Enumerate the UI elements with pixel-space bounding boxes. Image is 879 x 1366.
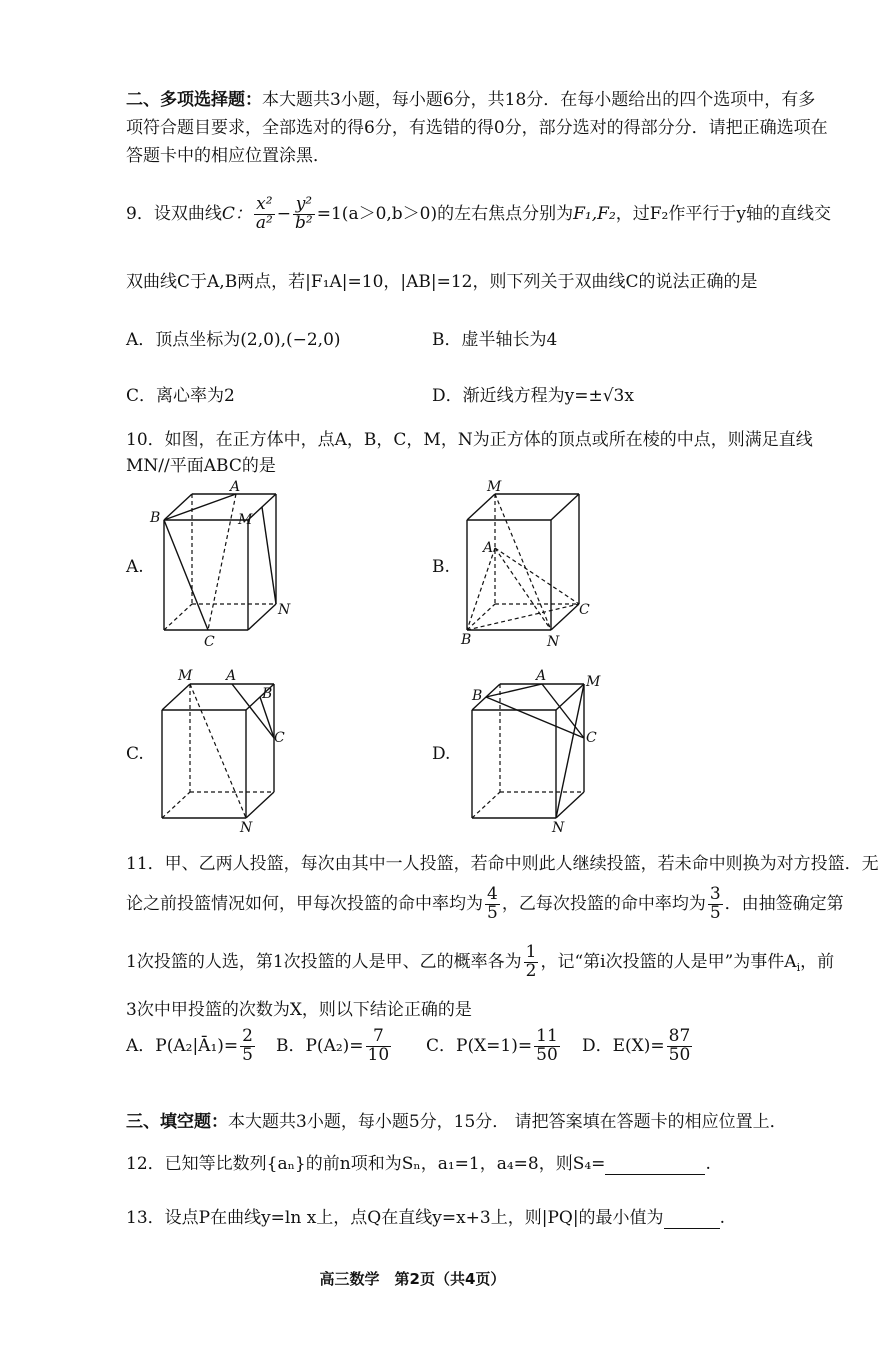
q11-line3-b: ，记“第i次投篮的人是甲”为事件A (540, 951, 797, 972)
q10-line2: MN//平面ABC的是 (126, 456, 276, 476)
q9-stem: 9．设双曲线C： $\frac{\text{x²}}{\text{a²}}$ − $\frac{\text{y²}}{\text{b²}}$ =1(a＞0,b＞0)的左右焦点分别为F₁,F₂，过F₂作平行于y轴的直线交 (126, 194, 831, 233)
label-C: C (579, 602, 590, 618)
q9-optD: D．渐近线方程为y=±√3x (432, 386, 634, 406)
cube-figure-d (460, 662, 610, 837)
label-N: N (240, 820, 253, 836)
q11-frac-jia: $\frac{4}{5}$ (487, 884, 498, 923)
q11-optB: B．P(A₂)= $\frac{7}{10}$ (276, 1026, 390, 1065)
q9-frac-x: $\frac{\text{x²}}{\text{a²}}$ (255, 194, 273, 233)
section3-header: 三、填空题： (126, 1112, 228, 1132)
label-M: M (178, 668, 193, 684)
label-N: N (278, 602, 291, 618)
label-A: A (483, 540, 494, 556)
q11-line3: 1次投篮的人选，第1次投篮的人是甲、乙的概率各为 $\frac{1}{2}$ ，记“第i次投篮的人是甲”为事件$A_i$，前 (126, 942, 835, 981)
q13-answer-blank[interactable] (664, 1208, 720, 1229)
q9-tail: ，过F₂作平行于y轴的直线交 (615, 203, 831, 224)
label-A: A (230, 479, 241, 495)
q12-line: 12．已知等比数列{aₙ}的前n项和为Sₙ，a₁=1，a₄=8，则S₄= . (126, 1154, 711, 1174)
section2-line1 (126, 90, 815, 110)
q11-optA: A．P(A₂|Ā₁)= $\frac{2}{5}$ (126, 1026, 253, 1065)
q11-line1: 11．甲、乙两人投篮，每次由其中一人投篮，若命中则此人继续投篮，若未命中则换为对方投篮．无 (126, 854, 879, 874)
label-C: C (274, 730, 285, 746)
q13-text: 13．设点P在曲线y=ln x上，点Q在直线y=x+3上，则|PQ|的最小值为 (126, 1208, 664, 1228)
q9-frac-y: $\frac{\text{y²}}{\text{b²}}$ (295, 194, 313, 233)
q10-optA-label: A. (126, 557, 144, 577)
section3-line (126, 1112, 787, 1132)
section2-header: 二、多项选择题： (126, 90, 262, 110)
cube-figure-b (455, 480, 595, 650)
label-B: B (461, 632, 472, 648)
q10-optC-label: C. (126, 744, 144, 764)
q11-optD: D．E(X)= $\frac{87}{50}$ (582, 1026, 691, 1065)
q12-answer-blank[interactable] (605, 1154, 705, 1175)
q10-line1: 10．如图，在正方体中，点A，B，C，M，N为正方体的顶点或所在棱的中点，则满足直线 (126, 430, 813, 450)
q9-prefix: 9．设双曲线 (126, 203, 222, 224)
label-N: N (547, 634, 560, 650)
label-B: B (472, 688, 483, 704)
q11-line3-a: 1次投篮的人选，第1次投篮的人是甲、乙的概率各为 (126, 951, 522, 972)
q11-optC: C．P(X=1)= $\frac{11}{50}$ (426, 1026, 558, 1065)
cube-figure-a (150, 480, 290, 650)
q13-line: 13．设点P在曲线y=ln x上，点Q在直线y=x+3上，则|PQ|的最小值为 . (126, 1208, 725, 1228)
q11-line2-b: ，乙每次投篮的命中率均为 (501, 893, 706, 914)
label-B: B (262, 686, 273, 702)
q9-c-label: C： (221, 203, 252, 224)
q12-text: 12．已知等比数列{aₙ}的前n项和为Sₙ，a₁=1，a₄=8，则S₄= (126, 1154, 606, 1174)
label-M: M (586, 674, 601, 690)
label-M: M (487, 479, 502, 495)
q9-optC: C．离心率为2 (126, 386, 235, 406)
label-M: M (238, 512, 253, 528)
page-footer: 高三数学 第2页（共4页） (319, 1270, 506, 1288)
section3-text: 本大题共3小题，每小题5分，15分． 请把答案填在答题卡的相应位置上． (228, 1112, 787, 1132)
q11-frac-yi: $\frac{3}{5}$ (709, 884, 721, 923)
q10-optB-label: B. (432, 557, 450, 577)
q10-optD-label: D. (432, 744, 451, 764)
cube-figure-c (150, 662, 300, 837)
q11-frac-half: $\frac{1}{2}$ (525, 942, 537, 981)
section2-line3: 答题卡中的相应位置涂黑． (126, 146, 330, 166)
label-C: C (586, 730, 597, 746)
section2-text1: 本大题共3小题，每小题6分，共18分．在每小题给出的四个选项中，有多 (262, 90, 816, 110)
label-B: B (150, 510, 161, 526)
label-N: N (552, 820, 565, 836)
q11-line4: 3次中甲投篮的次数为X，则以下结论正确的是 (126, 1000, 472, 1020)
q11-line2 (126, 886, 844, 923)
label-A: A (226, 668, 237, 684)
label-C: C (204, 634, 215, 650)
label-A: A (536, 668, 547, 684)
q9-foci: F₁,F₂ (573, 203, 616, 224)
q9-eq-right: =1(a＞0,b＞0) (316, 203, 438, 224)
q11-line2-c: ．由抽签确定第 (724, 893, 844, 914)
q9-optB: B．虚半轴长为4 (432, 330, 558, 350)
q9-optA: A．顶点坐标为(2,0),(−2,0) (126, 330, 341, 350)
q11-line2-a: 论之前投篮情况如何，甲每次投篮的命中率均为 (126, 893, 483, 914)
q11-line3-c: ，前 (800, 951, 835, 972)
section2-line2: 项符合题目要求，全部选对的得6分，有选错的得0分，部分选对的得部分分．请把正确选项在 (126, 118, 828, 138)
q9-mid: 的左右焦点分别为 (437, 203, 574, 224)
q9-line2: 双曲线C于A,B两点，若|F₁A|=10，|AB|=12，则下列关于双曲线C的说法正确的是 (126, 272, 758, 292)
